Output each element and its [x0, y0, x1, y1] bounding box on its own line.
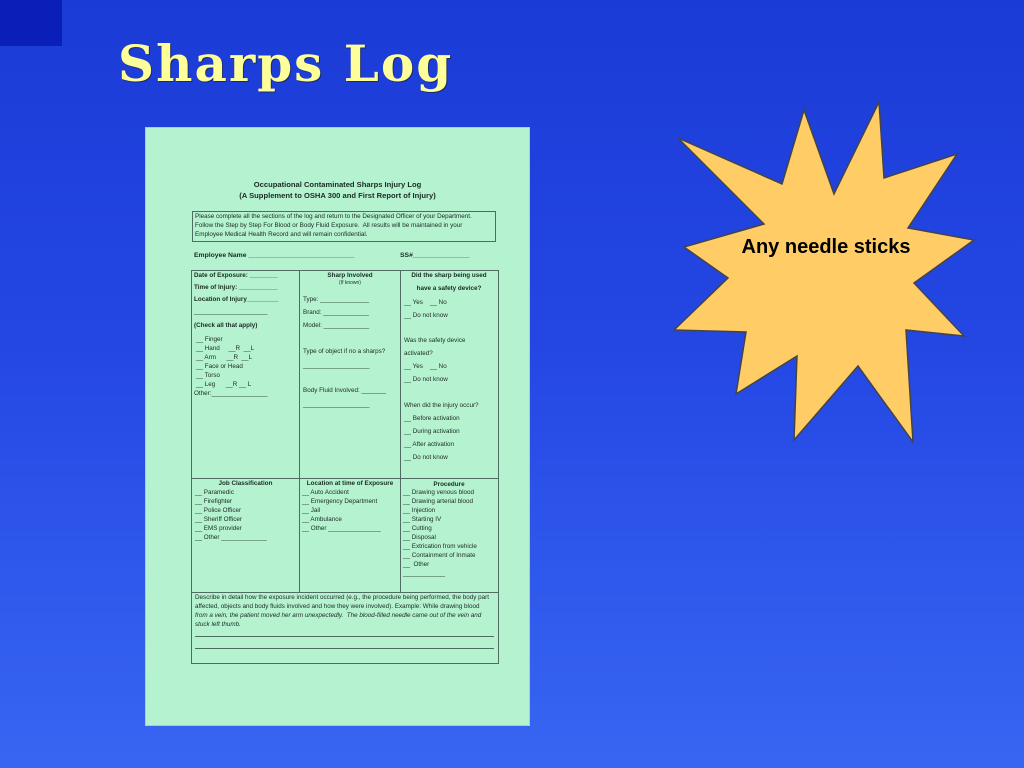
sharp-involved-header: Sharp Involved	[327, 272, 373, 279]
body-part-other: Other:________________	[194, 390, 268, 397]
job-option: __ Other _____________	[195, 534, 267, 541]
location-option: __ Emergency Department	[302, 498, 378, 505]
callout-text: Any needle sticks	[741, 236, 911, 258]
location-blank: _____________________	[194, 308, 268, 315]
procedure-option: __ Containment of Inmate	[403, 552, 476, 559]
procedure-option: __ Cutting	[403, 525, 432, 532]
body-part-option: __ Arm __R __L	[196, 354, 253, 361]
job-option: __ Sheriff Officer	[195, 516, 243, 523]
injury-when-option: __ During activation	[404, 428, 460, 435]
table-divider	[400, 270, 401, 592]
describe-line: from a vein, the patient moved her arm unexpectedly. The blood-filled needle came out of the vein and	[195, 612, 482, 619]
procedure-option: __ Injection	[403, 507, 436, 514]
location-exposure-header: Location at time of Exposure	[306, 480, 394, 487]
job-option: __ Firefighter	[195, 498, 233, 505]
activated-option: __ Yes __ No	[404, 363, 447, 370]
body-fluid-involved: Body Fluid Involved: _______	[303, 387, 386, 394]
activated-option: __ Do not know	[404, 376, 448, 383]
instructions-line: Follow the Step by Step For Blood or Body Fluid Exposure. All results will be maintained in your	[195, 222, 463, 229]
safety-option: __ Yes __ No	[404, 299, 447, 306]
object-type-blank: ___________________	[303, 362, 370, 369]
procedure-header: Procedure	[433, 481, 465, 488]
employee-name-field: Employee Name ____________________________	[194, 252, 355, 259]
corner-accent	[0, 0, 62, 46]
injury-when-option: __ Do not know	[404, 454, 448, 461]
sharp-brand: Brand: _____________	[303, 309, 369, 316]
procedure-option: __ Starting IV	[403, 516, 442, 523]
procedure-other-blank: ____________	[403, 570, 446, 577]
starburst-callout	[674, 100, 978, 444]
job-classification-header: Job Classification	[218, 480, 273, 487]
procedure-option: __ Drawing arterial blood	[403, 498, 474, 505]
instructions-line: Employee Medical Health Record and will remain confidential.	[195, 231, 368, 238]
describe-line: Describe in detail how the exposure incident occurred (e.g., the procedure being performed, the body part	[195, 594, 490, 601]
table-divider	[299, 270, 300, 592]
instructions-box	[192, 211, 496, 242]
body-part-option: __ Finger	[196, 336, 223, 343]
date-of-exposure: Date of Exposure: ________	[194, 272, 278, 279]
job-option: __ Police Officer	[195, 507, 242, 514]
form-title-line1: Occupational Contaminated Sharps Injury Log	[253, 180, 422, 189]
table-divider	[191, 592, 498, 593]
sharps-log-form-image	[146, 128, 529, 725]
safety-device-header: have a safety device?	[416, 285, 482, 292]
ss-number-field: SS#_______________	[400, 252, 470, 259]
instructions-line: Please complete all the sections of the log and return to the Designated Officer of your Department.	[195, 213, 472, 220]
sharp-model: Model: _____________	[303, 322, 370, 329]
procedure-option: __ Extrication from vehicle	[403, 543, 477, 550]
job-option: __ EMS provider	[195, 525, 242, 532]
body-part-option: __ Face or Head	[196, 363, 243, 370]
job-option: __ Paramedic	[195, 489, 234, 496]
injury-when-option: __ Before activation	[404, 415, 460, 422]
sharp-type: Type: ______________	[303, 296, 370, 303]
body-part-option: __ Leg __R __ L	[196, 381, 252, 388]
starburst-shape	[674, 102, 974, 442]
check-all-label: (Check all that apply)	[194, 322, 258, 329]
injury-when-question: When did the injury occur?	[404, 402, 479, 409]
location-of-injury: Location of Injury_________	[194, 296, 279, 303]
describe-blank-line	[195, 636, 494, 637]
procedure-option: __ Drawing venous blood	[403, 489, 475, 496]
time-of-injury: Time of Injury: ___________	[194, 284, 278, 291]
location-option: __ Auto Accident	[302, 489, 349, 496]
safety-device-header: Did the sharp being used	[411, 272, 487, 279]
table-divider	[191, 478, 498, 479]
object-type-question: Type of object if no a sharps?	[303, 348, 386, 355]
injury-when-option: __ After activation	[404, 441, 455, 448]
slide-title: Sharps Log	[118, 34, 454, 93]
describe-line: affected, objects and body fluids involved and how they were involved). Example: While drawing blood	[195, 603, 480, 610]
procedure-option: __ Other	[403, 561, 430, 568]
activated-question: Was the safety device	[404, 337, 466, 344]
form-title-line2: (A Supplement to OSHA 300 and First Report of Injury)	[239, 191, 436, 200]
sharp-involved-subheader: (If known)	[339, 280, 361, 286]
procedure-option: __ Disposal	[403, 534, 436, 541]
location-option: __ Other _______________	[302, 525, 381, 532]
form-document	[146, 128, 529, 725]
safety-option: __ Do not know	[404, 312, 448, 319]
body-part-option: __ Torso	[196, 372, 221, 379]
body-part-option: __ Hand __R __L	[196, 345, 255, 352]
body-fluid-blank: ___________________	[303, 401, 370, 408]
describe-line: stuck left thumb.	[195, 621, 241, 628]
describe-blank-line	[195, 648, 494, 649]
activated-question: activated?	[404, 350, 433, 357]
location-option: __ Jail	[302, 507, 321, 514]
location-option: __ Ambulance	[302, 516, 342, 523]
